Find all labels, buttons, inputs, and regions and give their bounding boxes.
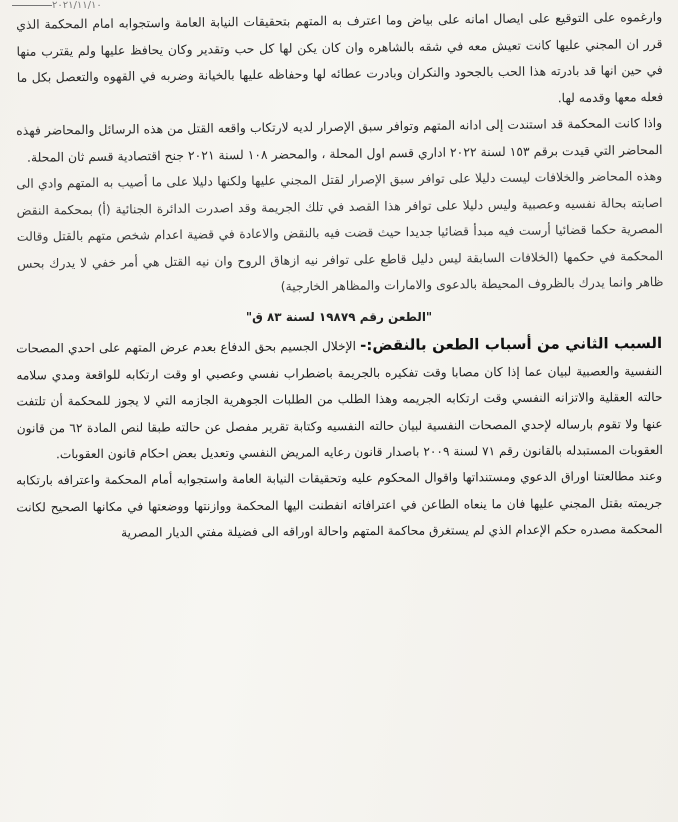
document-body xyxy=(16,4,662,543)
paragraph-review: وعند مطالعتنا اوراق الدعوي ومستنداتها واقوال المحكوم عليه وتحقيقات النيابة العامة واستجوابه أمام المحكمة واعترافه بارتكابه جريمته بقتل المجني عليها فان ما ينعاه الطاعن في اعترافاته انفطنت اليها المحكمة ووازنتها ووضعتها في مكانها الصحيح لكانت المحكمة مصدره حكم الإعدام الذي لم يستغرق محاكمة المتهم واحالة اوراقه الى فضيلة مفتي الديار المصرية xyxy=(16,468,663,540)
section-heading: السبب الثاني من أسباب الطعن بالنقض:- xyxy=(360,333,663,354)
paragraph-confession: وارغموه على التوقيع على ايصال امانه على بياض وما اعترف به المتهم بتحقيقات النيابة العامة واستجوابه امام المحكمة الذي قرر ان المجني عليها كانت تعيش معه في شقه بالشاهره وان كان يكن لها كل حب وتقدير وكان يحافظ عليها ولم يقترب منها في حين انها قد بادرته هذا الحب بالجحود والنكران وبادرت عطائه لها وحفاظه عليها بالخيانة وضربه في القهوه والتعصل بكل ما فعله معها وقدمه لها. xyxy=(16,8,664,105)
appeal-citation: "الطعن رقم ١٩٨٧٩ لسنة ٨٣ ق" xyxy=(245,309,433,324)
stamp-text: ٢٠٢١/١١/١٠ xyxy=(52,0,102,11)
second-reason-text: الإخلال الجسيم بحق الدفاع بعدم عرض المتهم على احدي المصحات النفسية والعصبية لبيان عما إذا كان مصابا وقت تفكيره بالجريمة باضطراب نفسي وعصبي او وقت ارتكابه للواقعة ومدي سلامه حالته العقلية والاتزانه النفسي وقت ارتكابه الجريمه وهذا الطلب من الطلبات الجوهرية الجازمه التي لا يجوز للمحكمة أن تلتفت عنها ولا تقوم بارساله لإحدي المصحات النفسية لبيان حالته النفسيه وكتابة تقرير مفصل عن حالته طبقا لنص المادة ٦٢ من قانون العقوبات المستبدله بالقانون رقم ٧١ لسنة ٢٠٠٩ باصدار قانون رعايه المريض النفسي وتعديل بعض احكام قانون العقوبات. xyxy=(16,338,663,461)
paragraph-records: واذا كانت المحكمة قد استندت إلى ادانه المتهم وتوافر سبق الإصرار لديه لارتكاب واقعه القتل من هذه الرسائل والمحاضر فهذه المحاضر التي قيدت برقم ١٥٣ لسنة ٢٠٢٢ اداري قسم اول المحلة ، والمحضر ١٠٨ لسنة ٢٠٢١ جنح اقتصادية قسم ثان المحلة. xyxy=(16,114,663,165)
paragraph-disputes: وهذه المحاضر والخلافات ليست دليلا على توافر سبق الإصرار لقتل المجني عليها ولكنها دليلا على ما أصيب به المتهم وادي الى اصابته بحالة نفسيه وعصبية وليس دليلا على توافر هذا القصد في تلك الجريمة وقد اصدرت الدائرة الجنائية (أ) بمحكمة النقض المصرية حكما قضائيا أرست فيه مبدأ قضائيا جديدا حيث قضت فيه بالنقض والاعادة في قضية اعدام شخص متهم بالقتل وقالت المحكمة في حكمها (الخلافات السابقة ليس دليل قاطع على توافر نيه ازهاق الروح وان نيه القتل هي أمر خفي لا يدرك بحس ظاهر وانما يدرك بالظروف المحيطة بالدعوى والامارات والمظاهر الخارجية) xyxy=(16,167,664,294)
paragraph-second-reason xyxy=(16,330,663,468)
